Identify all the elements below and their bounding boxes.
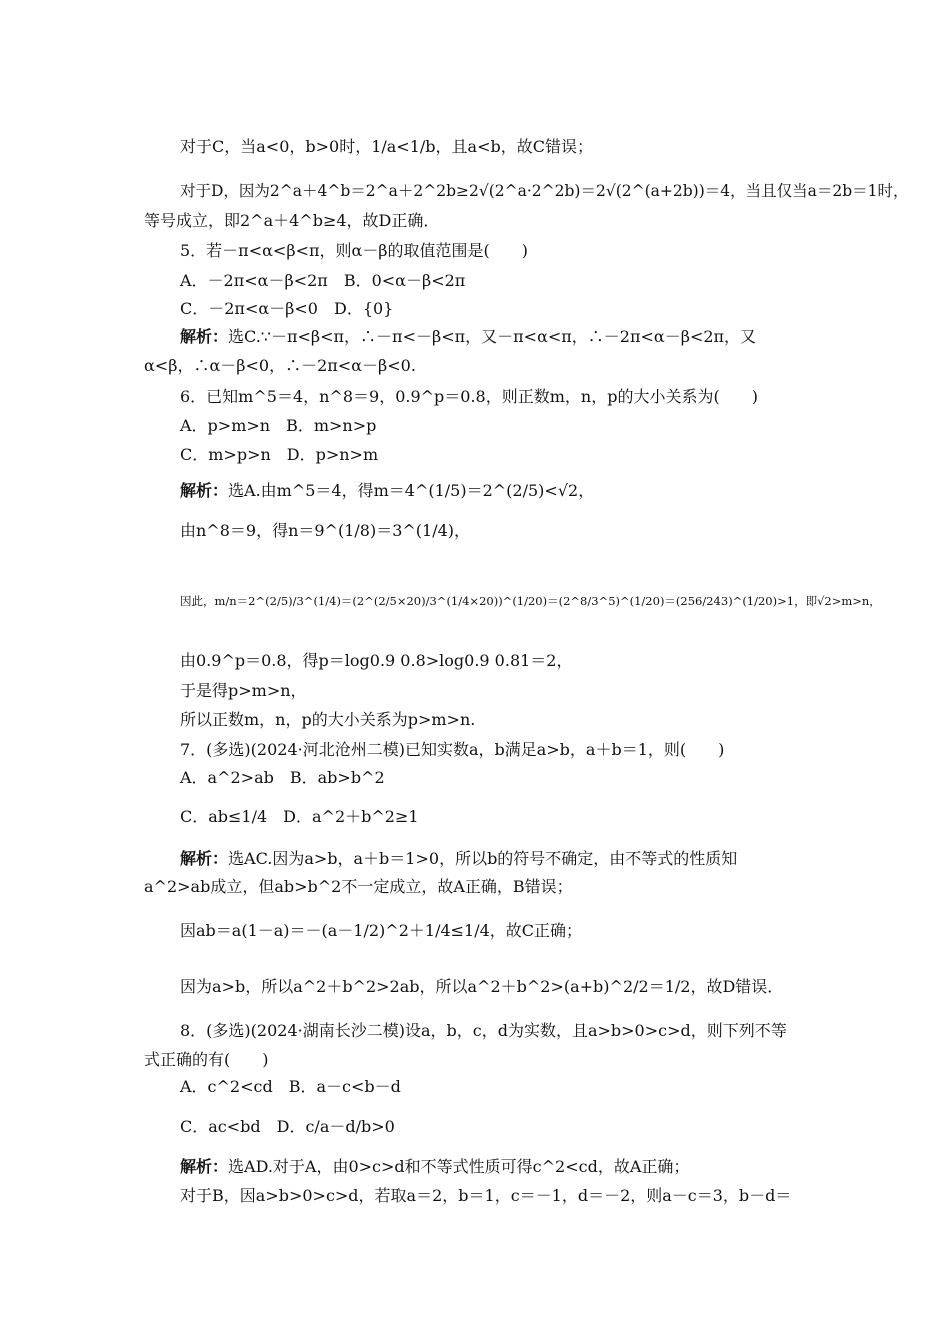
text-line: 式正确的有( )	[144, 1050, 269, 1069]
question-7: 7．(多选)(2024·河北沧州二模)已知实数a，b满足a>b，a＋b＝1，则( )	[180, 740, 725, 759]
formula-line: 因此，m/n＝2^(2/5)/3^(1/4)＝(2^(2/5×20)/3^(1/4×20))^(1/20)＝(2^8/3^5)^(1/20)＝(256/243)^(1/20)>1，即√2>m>n，	[180, 594, 881, 608]
text-line: 对于C，当a<0，b>0时，1/a<1/b，且a<b，故C错误；	[180, 137, 593, 156]
option-line: A．－2π<α－β<2π B．0<α－β<2π	[180, 271, 466, 290]
text-line: 对于B，因a>b>0>c>d，若取a＝2，b＝1，c＝－1，d＝－2，则a－c＝3，b－d＝	[180, 1186, 792, 1205]
question-6: 6．已知m^5＝4，n^8＝9，0.9^p＝0.8，则正数m，n，p的大小关系为( )	[180, 387, 758, 406]
solution-line	[180, 1156, 689, 1178]
solution-label: 解析：	[180, 849, 229, 868]
text-line: α<β，∴α－β<0，∴－2π<α－β<0.	[144, 356, 416, 375]
option-line: C．ab≤1/4 D．a^2＋b^2≥1	[180, 807, 419, 826]
solution-text: 选AD.对于A，由0>c>d和不等式性质可得c^2<cd，故A正确；	[228, 1157, 690, 1176]
solution-text: 选AC.因为a>b，a＋b＝1>0，所以b的符号不确定，由不等式的性质知	[228, 849, 738, 868]
solution-text: 选A.由m^5＝4，得m＝4^(1/5)＝2^(2/5)<√2，	[228, 481, 595, 500]
option-line: C．ac<bd D．c/a－d/b>0	[180, 1117, 395, 1136]
text-line: 由0.9^p＝0.8，得p＝log0.9 0.8>log0.9 0.81＝2，	[180, 651, 573, 670]
solution-label: 解析：	[180, 1157, 229, 1176]
option-line: A．p>m>n B．m>n>p	[180, 416, 377, 435]
text-line: 对于D，因为2^a＋4^b＝2^a＋2^2b≥2√(2^a·2^2b)＝2√(2^(a+2b))＝4，当且仅当a＝2b＝1时，	[180, 182, 909, 200]
solution-text: 选C.∵－π<β<π，∴－π<－β<π，又－π<α<π，∴－2π<α－β<2π，又	[228, 327, 757, 346]
text-line: 所以正数m，n，p的大小关系为p>m>n.	[180, 710, 476, 729]
solution-line	[180, 326, 756, 348]
solution-label: 解析：	[180, 481, 229, 500]
text-line: a^2>ab成立，但ab>b^2不一定成立，故A正确，B错误；	[144, 877, 573, 896]
option-line: A．c^2<cd B．a－c<b－d	[180, 1077, 401, 1096]
solution-line	[180, 480, 594, 502]
solution-line	[180, 848, 737, 870]
text-line: 由n^8＝9，得n＝9^(1/8)＝3^(1/4)，	[180, 521, 471, 540]
text-line: 等号成立，即2^a＋4^b≥4，故D正确．	[144, 211, 440, 230]
formula-line: 因ab＝a(1－a)＝－(a－1/2)^2＋1/4≤1/4，故C正确；	[180, 921, 583, 940]
text-line: 于是得p>m>n，	[180, 681, 307, 700]
question-5: 5．若－π<α<β<π，则α－β的取值范围是( )	[180, 241, 529, 260]
option-line: C．－2π<α－β<0 D．{0}	[180, 299, 394, 318]
solution-label: 解析：	[180, 327, 229, 346]
formula-line: 因为a>b，所以a^2＋b^2>2ab，所以a^2＋b^2>(a+b)^2/2＝1/2，故D错误．	[180, 977, 784, 996]
option-line: A．a^2>ab B．ab>b^2	[180, 768, 385, 787]
question-8: 8．(多选)(2024·湖南长沙二模)设a，b，c，d为实数，且a>b>0>c>d，则下列不等	[180, 1021, 787, 1040]
option-line: C．m>p>n D．p>n>m	[180, 445, 379, 464]
